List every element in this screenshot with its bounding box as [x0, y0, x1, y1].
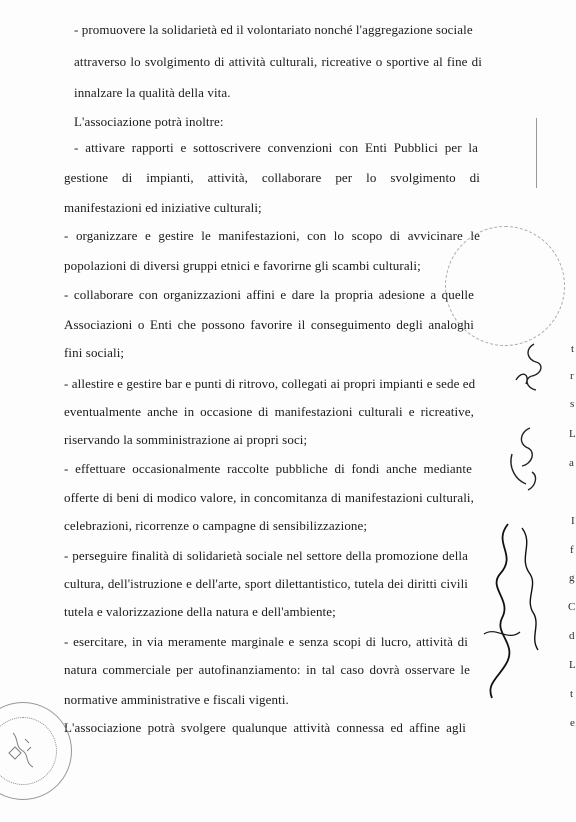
- text-line: - attivare rapporti e sottoscrivere convenzioni con Enti Pubblici per la: [74, 140, 478, 155]
- cut-off-letter: a: [569, 457, 574, 469]
- text-line: - promuovere la solidarietà ed il volontariato nonché l'aggregazione sociale: [74, 22, 473, 37]
- cut-off-letter: e: [570, 717, 575, 729]
- text-line: - perseguire finalità di solidarietà sociale nel settore della promozione della: [64, 548, 468, 563]
- cut-off-letter: I: [571, 515, 575, 527]
- seal-emblem-icon: [0, 703, 71, 799]
- cut-off-letter: r: [570, 370, 574, 382]
- cut-off-letter: g: [569, 572, 575, 584]
- cut-off-letter: f: [570, 544, 574, 556]
- text-line: - collaborare con organizzazioni affini e dare la propria adesione a quelle: [64, 287, 474, 302]
- text-line: - organizzare e gestire le manifestazioni, con lo scopo di avvicinare le: [64, 228, 480, 243]
- text-line: riservando la somministrazione ai propri soci;: [64, 432, 308, 447]
- text-line: natura commerciale per autofinanziamento: in tal caso dovrà osservare le: [64, 662, 470, 677]
- cut-off-letter: L: [569, 428, 576, 440]
- handwritten-signature-3: [478, 514, 550, 714]
- text-line: normative amministrative e fiscali vigenti.: [64, 692, 289, 707]
- text-line: manifestazioni ed iniziative culturali;: [64, 200, 262, 215]
- text-line: - allestire e gestire bar e punti di ritrovo, collegati ai propri impianti e sede ed: [64, 376, 476, 391]
- handwritten-signature-1: [504, 340, 552, 420]
- margin-rule: [536, 118, 537, 188]
- text-line: L'associazione potrà svolgere qualunque attività connessa ed affine agli: [64, 720, 466, 735]
- text-line: tutela e valorizzazione della natura e dell'ambiente;: [64, 604, 336, 619]
- text-line: fini sociali;: [64, 345, 125, 360]
- text-line: - esercitare, in via meramente marginale e senza scopi di lucro, attività di: [64, 634, 468, 649]
- text-line: offerte di beni di modico valore, in concomitanza di manifestazioni culturali,: [64, 490, 474, 505]
- text-line: eventualmente anche in occasione di manifestazioni culturali e ricreative,: [64, 404, 474, 419]
- cut-off-letter: t: [571, 343, 575, 355]
- text-line: L'associazione potrà inoltre:: [74, 114, 224, 129]
- text-line: innalzare la qualità della vita.: [74, 85, 231, 100]
- text-line: gestione di impianti, attività, collaborare per lo svolgimento di: [64, 170, 480, 185]
- text-line: Associazioni o Enti che possono favorire il conseguimento degli analoghi: [64, 317, 474, 332]
- text-line: cultura, dell'istruzione e dell'arte, sport dilettantistico, tutela dei diritti civili: [64, 576, 468, 591]
- text-line: celebrazioni, ricorrenze o campagne di sensibilizzazione;: [64, 518, 368, 533]
- text-line: - effettuare occasionalmente raccolte pubbliche di fondi anche mediante: [64, 461, 472, 476]
- handwritten-signature-2: [502, 424, 546, 500]
- cut-off-letter: C: [568, 601, 576, 613]
- cut-off-letter: d: [569, 630, 575, 642]
- cut-off-letter: t: [570, 688, 574, 700]
- text-line: attraverso lo svolgimento di attività culturali, ricreative o sportive al fine di: [74, 54, 482, 69]
- cut-off-letter: s: [570, 398, 575, 410]
- faint-circular-stamp: [445, 226, 565, 346]
- text-line: popolazioni di diversi gruppi etnici e favorirne gli scambi culturali;: [64, 258, 421, 273]
- official-seal-stamp: [0, 702, 72, 800]
- cut-off-letter: L: [569, 659, 576, 671]
